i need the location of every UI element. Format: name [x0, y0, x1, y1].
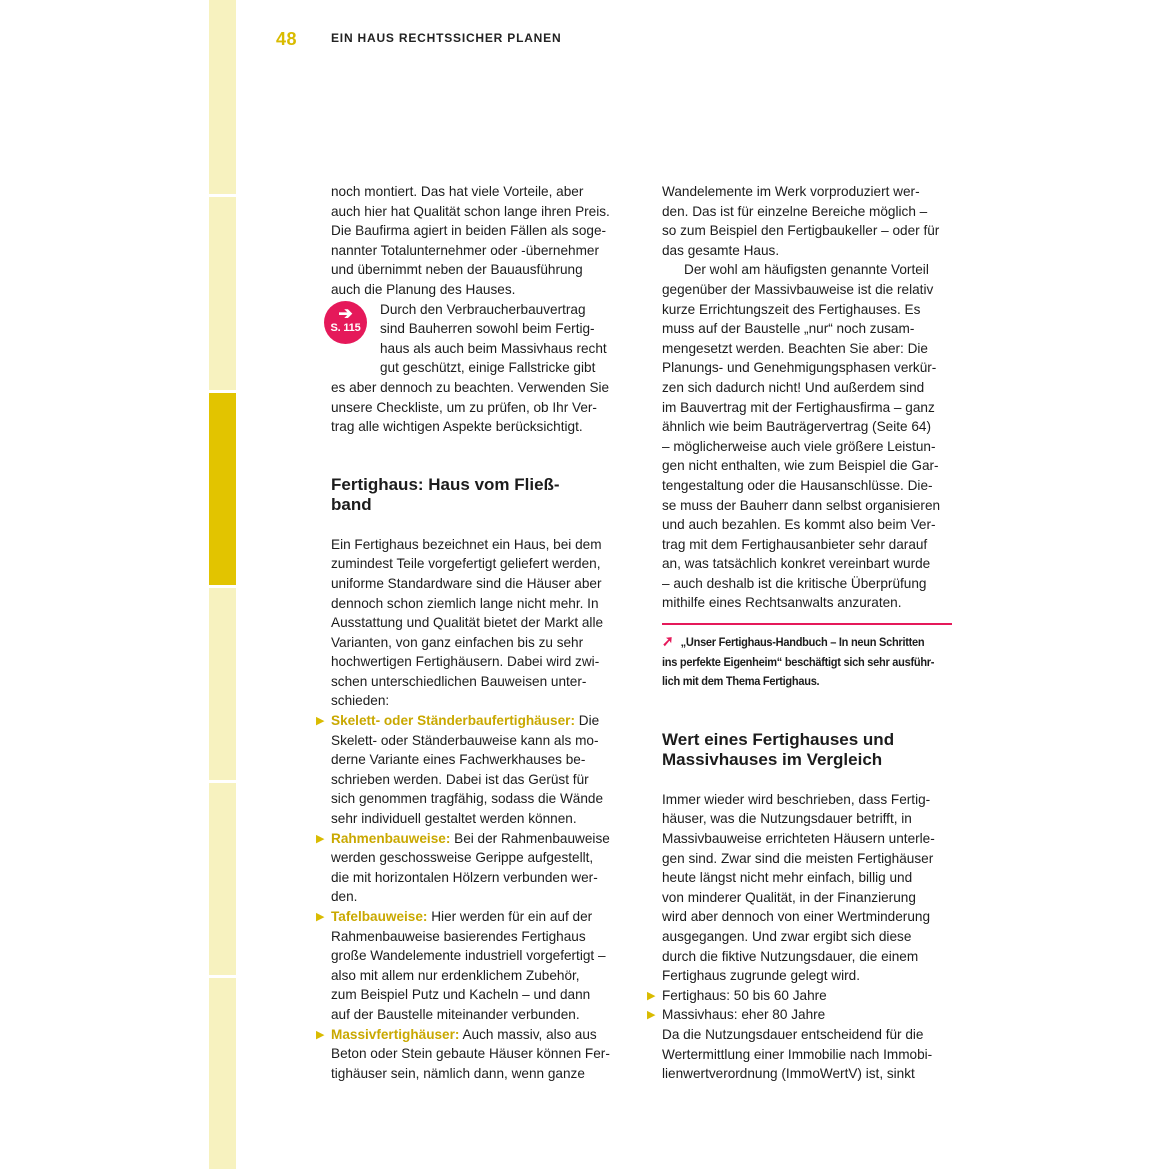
edge-bar-segment-active: [209, 393, 236, 585]
text-line: tighäuser sein, nämlich dann, wenn ganze: [331, 1065, 585, 1081]
paragraph: [331, 182, 621, 300]
tip-line: ins perfekte Eigenheim“ beschäftigt sich sehr ausführ-: [662, 654, 935, 669]
text-line: und auch bezahlen. Es kommt also beim Ver-: [662, 517, 936, 533]
text-line: so zum Beispiel den Fertigbaukeller – oder für: [662, 223, 940, 239]
edge-bar-segment: [209, 0, 236, 194]
running-title: EIN HAUS RECHTSSICHER PLANEN: [331, 31, 562, 45]
text-line: gen sind. Zwar sind die meisten Fertighäuser: [662, 850, 934, 866]
edge-bar-segment: [209, 588, 236, 780]
text-line: also mit allem nur erdenklichem Zubehör,: [331, 967, 580, 983]
tip-box: [662, 623, 952, 692]
paragraph: [662, 182, 952, 260]
text-run: Bei der Rahmenbauweise: [450, 830, 610, 846]
bullet-triangle-icon: ▶: [647, 989, 656, 1002]
text-line: das gesamte Haus.: [662, 242, 780, 258]
text-line: haus als auch beim Massivhaus recht: [380, 340, 607, 356]
text-line: Der wohl am häufigsten genannte Vorteil: [684, 262, 929, 278]
text-line: auch die Planung des Hauses.: [331, 281, 516, 297]
page-number: 48: [276, 29, 298, 49]
bullet-triangle-icon: ▶: [316, 911, 325, 923]
bullet-list: [647, 986, 952, 1025]
text-line: Ein Fertighaus bezeichnet ein Haus, bei dem: [331, 536, 602, 552]
text-line: lienwertverordnung (ImmoWertV) ist, sinkt: [662, 1066, 915, 1082]
page-reference-badge[interactable]: [324, 301, 367, 344]
text-line: schen unterschiedlichen Bauweisen unter-: [331, 673, 587, 689]
heading-line: Massivhauses im Vergleich: [662, 749, 883, 769]
text-line: den. Das ist für einzelne Bereiche möglich –: [662, 203, 928, 219]
edge-bar-segment: [209, 978, 236, 1169]
paragraph: [331, 535, 621, 711]
text-line: sich genommen tragfähig, sodass die Wände: [331, 791, 604, 807]
text-line: muss auf der Baustelle „nur“ noch zusam-: [662, 321, 915, 337]
list-item: [316, 829, 621, 907]
page-reference-label: S. 115: [330, 321, 361, 334]
text-line: schrieben werden. Dabei ist das Gerüst für: [331, 771, 589, 787]
bullet-triangle-icon: ▶: [316, 1028, 325, 1041]
left-column: [316, 182, 621, 1083]
list-item-text: Massivhaus: eher 80 Jahre: [662, 1007, 826, 1023]
text-line: zen sich dadurch nicht! Und außerdem sind: [662, 379, 925, 395]
text-line: wird aber dennoch von einer Wertminderung: [662, 909, 930, 925]
text-line: den.: [331, 889, 358, 905]
text-line: Da die Nutzungsdauer entscheidend für die: [662, 1026, 924, 1042]
tip-line: „Unser Fertighaus-Handbuch – In neun Schritten: [680, 635, 925, 650]
text-line: auf der Baustelle miteinander verbunden.: [331, 1006, 580, 1022]
text-line: und übernimmt neben der Bauausführung: [331, 262, 583, 278]
chapter-edge-bar: [209, 0, 236, 1169]
text-line: hochwertigen Fertighäusern. Dabei wird zwi-: [331, 654, 600, 670]
text-line: große Wandelemente industriell vorgefertigt –: [331, 948, 606, 964]
bullet-list: [316, 711, 621, 1083]
text-line: Massivbauweise errichteten Häusern unterle-: [662, 831, 935, 847]
paragraph: [662, 1025, 952, 1084]
text-line: heute längst nicht mehr einfach, billig und: [662, 870, 913, 886]
text-line: noch montiert. Das hat viele Vorteile, aber: [331, 184, 584, 199]
text-line: Wandelemente im Werk vorproduziert wer-: [662, 184, 920, 199]
heading-line: Wert eines Fertighauses und: [662, 729, 895, 749]
text-line: trag mit dem Fertighausanbieter sehr darauf: [662, 536, 928, 552]
section-heading: [662, 730, 952, 770]
text-line: Rahmenbauweise basierendes Fertighaus: [331, 928, 586, 944]
heading-line: Fertighaus: Haus vom Fließ-: [331, 474, 560, 494]
list-item: [647, 1005, 952, 1025]
list-item: [647, 986, 952, 1006]
term: Tafelbauweise:: [331, 909, 428, 924]
text-line: Planungs- und Genehmigungsphasen verkür-: [662, 360, 937, 376]
text-line: Ausstattung und Qualität bietet der Markt alle: [331, 615, 604, 631]
text-line: von minderer Qualität, in der Finanzierung: [662, 889, 916, 905]
text-line: sehr individuell gestaltet werden können.: [331, 811, 577, 827]
text-line: im Bauvertrag mit der Fertighausfirma – ganz: [662, 399, 935, 415]
section-heading: [331, 475, 621, 515]
text-line: ähnlich wie beim Bauträgervertrag (Seite 64): [662, 419, 931, 435]
text-line: uniforme Standardware sind die Häuser aber: [331, 575, 602, 591]
bullet-triangle-icon: ▶: [316, 832, 325, 845]
tip-text: [662, 632, 947, 692]
arrow-up-right-icon: ➚: [662, 633, 674, 651]
text-line: Die Baufirma agiert in beiden Fällen als soge-: [331, 223, 607, 239]
text-line: Skelett- oder Ständerbauweise kann als mo-: [331, 732, 599, 748]
text-line: durch die fiktive Nutzungsdauer, die einem: [662, 948, 919, 964]
edge-bar-segment: [209, 197, 236, 390]
text-line: sind Bauherren sowohl beim Fertig-: [380, 321, 595, 337]
text-line: an, was tatsächlich konkret vereinbart wurde: [662, 556, 931, 572]
bullet-triangle-icon: ▶: [647, 1009, 656, 1022]
bullet-triangle-icon: ▶: [316, 715, 325, 728]
paragraph-with-crossref: [331, 300, 621, 437]
text-line: zumindest Teile vorgefertigt geliefert werden,: [331, 556, 601, 572]
list-item-text: Fertighaus: 50 bis 60 Jahre: [662, 987, 827, 1003]
edge-bar-segment: [209, 783, 236, 975]
text-line: – möglicherweise auch viele größere Leistun-: [662, 438, 936, 454]
text-line: mengesetzt werden. Beachten Sie aber: Die: [662, 340, 928, 356]
list-item: [316, 1025, 621, 1084]
text-line: auch hier hat Qualität schon lange ihren Preis.: [331, 203, 610, 219]
text-line: gegenüber der Massivbauweise ist die relativ: [662, 281, 934, 297]
heading-line: band: [331, 494, 372, 514]
list-item: [316, 711, 621, 829]
text-run: Die: [574, 713, 600, 729]
text-line: se muss der Bauherr dann selbst organisieren: [662, 497, 941, 513]
text-line: mithilfe eines Rechtsanwalts anzuraten.: [662, 595, 902, 611]
term: Massivfertighäuser:: [331, 1026, 460, 1042]
text-line: Durch den Verbraucherbauvertrag: [380, 301, 586, 317]
text-line: zum Beispiel Putz und Kacheln – und dann: [331, 987, 591, 1003]
text-line: Varianten, von ganz einfachen bis zu sehr: [331, 634, 584, 650]
text-run: Auch massiv, also aus: [459, 1026, 597, 1042]
tip-line: lich mit dem Thema Fertighaus.: [662, 674, 820, 689]
text-line: ausgegangen. Und zwar ergibt sich diese: [662, 929, 912, 944]
paragraph: [662, 790, 952, 986]
paragraph: [662, 260, 952, 613]
text-line: gen nicht enthalten, wie zum Beispiel die Gar-: [662, 458, 939, 474]
text-line: Fertighaus zugrunde gelegt wird.: [662, 968, 860, 984]
term: Skelett- oder Ständerbaufertighäuser:: [331, 713, 575, 729]
text-line: kurze Errichtungszeit des Fertighauses. Es: [662, 301, 921, 317]
text-line: Wertermittlung einer Immobilie nach Immobi-: [662, 1046, 933, 1062]
text-line: nannter Totalunternehmer oder -übernehmer: [331, 242, 600, 258]
arrow-right-icon: ➔: [338, 303, 353, 323]
right-column: [647, 182, 952, 1084]
text-line: tengestaltung oder die Hausanschlüsse. Die-: [662, 477, 933, 493]
text-line: häuser, was die Nutzungsdauer betrifft, in: [662, 811, 912, 827]
text-line: – auch deshalb ist die kritische Überprüfung: [662, 575, 927, 591]
text-line: derne Variante eines Fachwerkhauses be-: [331, 752, 586, 768]
text-line: Immer wieder wird beschrieben, dass Fertig-: [662, 791, 931, 807]
text-line: werden geschossweise Gerippe aufgestellt,: [331, 850, 594, 866]
term: Rahmenbauweise:: [331, 830, 451, 846]
text-run: Hier werden für ein auf der: [427, 909, 593, 924]
text-line: trag alle wichtigen Aspekte berücksichtigt.: [331, 419, 583, 435]
list-item: [316, 907, 621, 1025]
text-line: gut geschützt, einige Fallstricke gibt: [380, 360, 596, 376]
text-line: die mit horizontalen Hölzern verbunden wer-: [331, 869, 598, 885]
text-line: schieden:: [331, 693, 390, 709]
text-line: dennoch schon ziemlich lange nicht mehr. In: [331, 595, 599, 611]
text-line: es aber dennoch zu beachten. Verwenden Sie: [331, 379, 610, 395]
text-line: Beton oder Stein gebaute Häuser können Fer-: [331, 1046, 610, 1062]
text-line: unsere Checkliste, um zu prüfen, ob Ihr Ver-: [331, 399, 597, 415]
